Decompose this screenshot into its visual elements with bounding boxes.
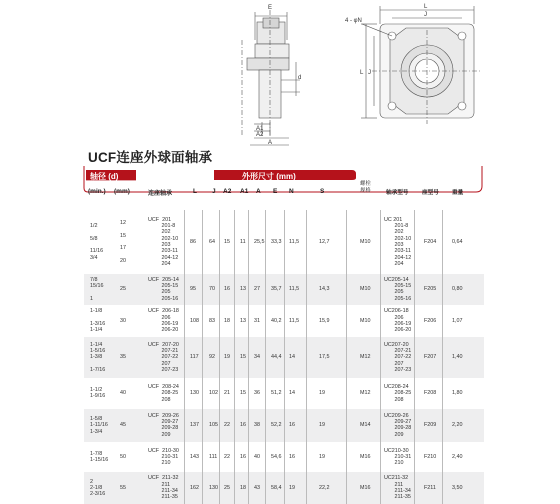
column-divider — [184, 305, 185, 337]
cell-S: 19 — [319, 390, 325, 397]
cell-N: 14 — [289, 390, 295, 397]
cell-A2: 25 — [224, 484, 230, 491]
cell-bearing: UC210-30 210-31 210 — [384, 447, 412, 467]
cell-L: 117 — [190, 354, 199, 361]
column-divider — [284, 472, 285, 504]
cell-housing: UCF 211-32 211 211-34 211-35 — [148, 475, 179, 501]
column-divider — [442, 472, 443, 504]
column-divider — [234, 378, 235, 409]
weight-header: 重量 — [452, 190, 464, 196]
cell-inch: 1-1/4 1-5/16 1-3/8 1-7/16 — [90, 341, 106, 373]
cell-bolt: M16 — [360, 484, 371, 491]
column-divider — [442, 409, 443, 442]
cell-housing: UCF 207-20 207-21 207-22 207 207-23 — [148, 341, 179, 373]
min-header: (min.) — [88, 188, 106, 195]
table-row — [84, 472, 484, 504]
label-j-left: J — [368, 70, 371, 76]
column-divider — [414, 274, 415, 305]
cell-A: 27 — [254, 286, 260, 293]
column-divider — [234, 210, 235, 274]
dim-header-n: N — [289, 188, 294, 195]
cell-L: 130 — [190, 390, 199, 397]
cell-J: 105 — [209, 422, 218, 429]
cell-E: 44,4 — [271, 354, 282, 361]
cell-housing: UCF 209-26 209-27 209-28 209 — [148, 412, 179, 438]
column-divider — [219, 305, 220, 337]
cell-J: 64 — [209, 238, 215, 245]
column-divider — [380, 378, 381, 409]
cell-A1: 15 — [240, 390, 246, 397]
column-divider — [380, 274, 381, 305]
column-divider — [234, 472, 235, 504]
column-divider — [184, 472, 185, 504]
column-divider — [202, 409, 203, 442]
column-divider — [184, 409, 185, 442]
cell-E: 33,3 — [271, 238, 282, 245]
cell-S: 19 — [319, 422, 325, 429]
column-divider — [306, 305, 307, 337]
cell-A2: 16 — [224, 286, 230, 293]
cell-A2: 22 — [224, 422, 230, 429]
cell-housing: UCF 206-18 206 206-19 206-20 — [148, 308, 179, 334]
column-divider — [202, 210, 203, 274]
label-a: A — [268, 140, 273, 146]
column-divider — [248, 274, 249, 305]
column-divider — [414, 210, 415, 274]
cell-N: 11,5 — [289, 286, 300, 293]
cell-N: 19 — [289, 484, 295, 491]
cell-inch: 1-5/8 1-11/16 1-3/4 — [90, 416, 108, 435]
seat-header: 座型号 — [422, 190, 439, 196]
cell-L: 95 — [190, 286, 196, 293]
cell-inch: 1-1/8 1-3/16 1-1/4 — [90, 308, 106, 334]
cell-bearing: UC209-26 209-27 209-28 209 — [384, 412, 412, 438]
label-e: E — [268, 5, 273, 11]
column-divider — [284, 409, 285, 442]
column-divider — [284, 442, 285, 472]
bolt-hole — [458, 32, 466, 40]
cell-bolt: M10 — [360, 286, 371, 293]
cell-bolt: M14 — [360, 422, 371, 429]
cell-mm: 45 — [120, 422, 126, 429]
table-row — [84, 210, 484, 274]
cell-seat: F205 — [424, 286, 437, 293]
cell-mm: 55 — [120, 484, 126, 491]
cell-J: 130 — [209, 484, 218, 491]
mm-header: (mm) — [114, 188, 130, 195]
cell-housing: UCF 201 201-8 202 202-10 203 203-11 204-12 204 — [148, 216, 179, 267]
cell-weight: 2,40 — [452, 453, 463, 460]
cell-bearing: UC206-18 206 206-19 206-20 — [384, 308, 412, 334]
column-divider — [346, 305, 347, 337]
column-divider — [184, 337, 185, 378]
technical-drawing — [0, 0, 560, 146]
column-divider — [234, 409, 235, 442]
column-divider — [265, 378, 266, 409]
dim-header-e: E — [273, 188, 278, 195]
cell-mm: 50 — [120, 453, 126, 460]
column-divider — [202, 274, 203, 305]
column-divider — [346, 210, 347, 274]
column-divider — [414, 378, 415, 409]
cell-mm: 12 15 17 20 — [120, 219, 126, 264]
column-divider — [248, 442, 249, 472]
column-divider — [219, 409, 220, 442]
column-divider — [234, 337, 235, 378]
cell-A2: 15 — [224, 238, 230, 245]
cell-A: 36 — [254, 390, 260, 397]
cell-housing: UCF 205-14 205-15 205 205-16 — [148, 276, 179, 302]
cell-A1: 11 — [240, 238, 246, 245]
column-divider — [414, 409, 415, 442]
column-divider — [265, 472, 266, 504]
cell-bearing: UC207-20 207-21 207-22 207 207-23 — [384, 341, 412, 373]
cell-A2: 21 — [224, 390, 230, 397]
outline-header: 外形尺寸 (mm) — [242, 172, 296, 181]
column-divider — [248, 378, 249, 409]
column-divider — [284, 210, 285, 274]
column-divider — [234, 442, 235, 472]
cell-A1: 13 — [240, 317, 246, 324]
label-d: d — [298, 75, 302, 81]
label-bolt: 4 - φN — [345, 18, 362, 24]
column-divider — [234, 274, 235, 305]
cell-A2: 19 — [224, 354, 230, 361]
column-divider — [219, 274, 220, 305]
cell-seat: F210 — [424, 453, 437, 460]
column-divider — [380, 409, 381, 442]
column-divider — [414, 337, 415, 378]
column-divider — [442, 442, 443, 472]
cell-J: 83 — [209, 317, 215, 324]
cell-housing: UCF 210-30 210-31 210 — [148, 447, 179, 467]
column-divider — [306, 442, 307, 472]
column-divider — [265, 337, 266, 378]
cell-bearing: UC 201 201-8 202 202-10 203 203-11 204-12 204 — [384, 216, 412, 267]
column-divider — [248, 472, 249, 504]
cell-A2: 18 — [224, 317, 230, 324]
column-divider — [306, 274, 307, 305]
cell-weight: 0,80 — [452, 286, 463, 293]
cell-E: 58,4 — [271, 484, 282, 491]
dim-header-a2: A2 — [223, 188, 232, 195]
cell-weight: 0,64 — [452, 238, 463, 245]
cell-S: 19 — [319, 453, 325, 460]
column-divider — [414, 472, 415, 504]
column-divider — [202, 337, 203, 378]
column-divider — [380, 442, 381, 472]
column-divider — [284, 337, 285, 378]
cell-N: 16 — [289, 453, 295, 460]
cell-seat: F211 — [424, 484, 436, 491]
cell-bolt: M12 — [360, 354, 371, 361]
column-divider — [442, 337, 443, 378]
label-l-top: L — [424, 4, 428, 10]
cell-inch: 7/8 15/16 1 — [90, 276, 104, 302]
cell-mm: 25 — [120, 286, 126, 293]
cell-J: 111 — [209, 453, 218, 460]
cell-bolt: M12 — [360, 390, 371, 397]
bolt-hole — [388, 102, 396, 110]
dim-header-a1: A1 — [240, 188, 249, 195]
cell-S: 22,2 — [319, 484, 330, 491]
column-divider — [202, 305, 203, 337]
column-divider — [248, 305, 249, 337]
cell-N: 16 — [289, 422, 295, 429]
column-divider — [265, 409, 266, 442]
cell-bearing: UC205-14 205-15 205 205-16 — [384, 276, 412, 302]
column-divider — [265, 442, 266, 472]
cell-inch: 1-1/2 1-9/16 — [90, 387, 106, 400]
table-row — [84, 442, 484, 472]
column-divider — [219, 378, 220, 409]
cell-A: 31 — [254, 317, 260, 324]
cell-L: 108 — [190, 317, 199, 324]
label-l-left: L — [360, 70, 364, 76]
column-divider — [219, 442, 220, 472]
cell-seat: F204 — [424, 238, 437, 245]
column-divider — [346, 274, 347, 305]
table-row — [84, 409, 484, 442]
shaft-header: 轴径 (d) — [90, 172, 119, 181]
cell-E: 35,7 — [271, 286, 282, 293]
column-divider — [248, 210, 249, 274]
column-divider — [306, 337, 307, 378]
cell-mm: 35 — [120, 354, 126, 361]
cell-weight: 1,80 — [452, 390, 463, 397]
cell-S: 15,9 — [319, 317, 330, 324]
cell-L: 143 — [190, 453, 199, 460]
column-divider — [234, 305, 235, 337]
column-divider — [202, 378, 203, 409]
cell-S: 17,5 — [319, 354, 330, 361]
dim-header-a: A — [256, 188, 261, 195]
column-divider — [346, 472, 347, 504]
cell-E: 52,2 — [271, 422, 282, 429]
cell-mm: 30 — [120, 317, 126, 324]
column-divider — [414, 305, 415, 337]
table-row — [84, 378, 484, 409]
label-a1: A1 — [256, 126, 264, 132]
cell-seat: F209 — [424, 422, 437, 429]
dim-header-j: J — [212, 188, 216, 195]
column-divider — [306, 472, 307, 504]
cell-weight: 2,20 — [452, 422, 463, 429]
column-divider — [346, 409, 347, 442]
cell-N: 14 — [289, 354, 295, 361]
cell-J: 92 — [209, 354, 215, 361]
cell-E: 51,2 — [271, 390, 282, 397]
column-divider — [265, 210, 266, 274]
column-divider — [346, 442, 347, 472]
cell-housing: UCF 208-24 208-25 208 — [148, 384, 179, 403]
column-divider — [202, 442, 203, 472]
column-divider — [380, 305, 381, 337]
cell-A2: 22 — [224, 453, 230, 460]
cell-S: 12,7 — [319, 238, 330, 245]
column-divider — [184, 210, 185, 274]
column-divider — [306, 378, 307, 409]
column-divider — [219, 210, 220, 274]
cell-J: 102 — [209, 390, 218, 397]
column-divider — [442, 378, 443, 409]
cell-A1: 15 — [240, 354, 246, 361]
column-divider — [219, 472, 220, 504]
cell-bolt: M16 — [360, 453, 371, 460]
column-divider — [184, 442, 185, 472]
column-divider — [184, 274, 185, 305]
cell-J: 70 — [209, 286, 215, 293]
cell-A1: 16 — [240, 422, 246, 429]
cell-inch: 2 2-1/8 2-3/16 — [90, 478, 106, 498]
cell-E: 40,2 — [271, 317, 282, 324]
cell-L: 86 — [190, 238, 196, 245]
cell-S: 14,3 — [319, 286, 330, 293]
column-divider — [442, 210, 443, 274]
column-divider — [265, 305, 266, 337]
cell-seat: F207 — [424, 354, 437, 361]
cell-N: 11,5 — [289, 238, 300, 245]
column-divider — [306, 409, 307, 442]
column-divider — [380, 472, 381, 504]
label-a2: A2 — [256, 132, 264, 138]
cell-weight: 1,40 — [452, 354, 463, 361]
page-title: UCF连座外球面轴承 — [88, 150, 213, 165]
cell-A: 43 — [254, 484, 260, 491]
column-divider — [380, 210, 381, 274]
column-divider — [442, 274, 443, 305]
column-divider — [248, 337, 249, 378]
column-divider — [265, 274, 266, 305]
column-divider — [284, 378, 285, 409]
cell-mm: 40 — [120, 390, 126, 397]
table-row — [84, 305, 484, 337]
cell-weight: 3,50 — [452, 484, 463, 491]
cell-A1: 18 — [240, 484, 246, 491]
column-divider — [346, 337, 347, 378]
dim-header-s: S — [320, 188, 325, 195]
cell-L: 162 — [190, 484, 199, 491]
cell-bolt: M10 — [360, 238, 371, 245]
column-divider — [284, 305, 285, 337]
cell-seat: F208 — [424, 390, 437, 397]
cell-bolt: M10 — [360, 317, 371, 324]
cell-seat: F206 — [424, 317, 437, 324]
cell-A1: 13 — [240, 286, 246, 293]
label-j-top: J — [424, 12, 427, 18]
table-row — [84, 337, 484, 378]
cell-A: 38 — [254, 422, 260, 429]
cell-bearing: UC211-32 211 211-34 211-35 — [384, 475, 411, 501]
column-divider — [219, 337, 220, 378]
column-divider — [202, 472, 203, 504]
bolt-hole — [458, 102, 466, 110]
column-divider — [346, 378, 347, 409]
column-divider — [414, 442, 415, 472]
dim-header-l: L — [193, 188, 197, 195]
cell-A: 40 — [254, 453, 260, 460]
cell-weight: 1,07 — [452, 317, 463, 324]
column-divider — [306, 210, 307, 274]
bearing-header: 轴承型号 — [386, 190, 409, 196]
cell-N: 11,5 — [289, 317, 300, 324]
column-divider — [442, 305, 443, 337]
column-divider — [248, 409, 249, 442]
cell-A: 34 — [254, 354, 260, 361]
column-divider — [380, 337, 381, 378]
column-divider — [184, 378, 185, 409]
column-divider — [284, 274, 285, 305]
cell-L: 137 — [190, 422, 199, 429]
cell-E: 54,6 — [271, 453, 282, 460]
housing-header: 连座轴承 — [148, 191, 173, 197]
cell-A: 25,5 — [254, 238, 265, 245]
bolt-header: 螺栓 规格 — [360, 181, 371, 194]
cell-bearing: UC208-24 208-25 208 — [384, 384, 412, 403]
cell-A1: 16 — [240, 453, 246, 460]
cell-inch: 1-7/8 1-15/16 — [90, 450, 109, 463]
cell-inch: 1/2 5/8 11/16 3/4 — [90, 223, 104, 261]
table-row — [84, 274, 484, 305]
